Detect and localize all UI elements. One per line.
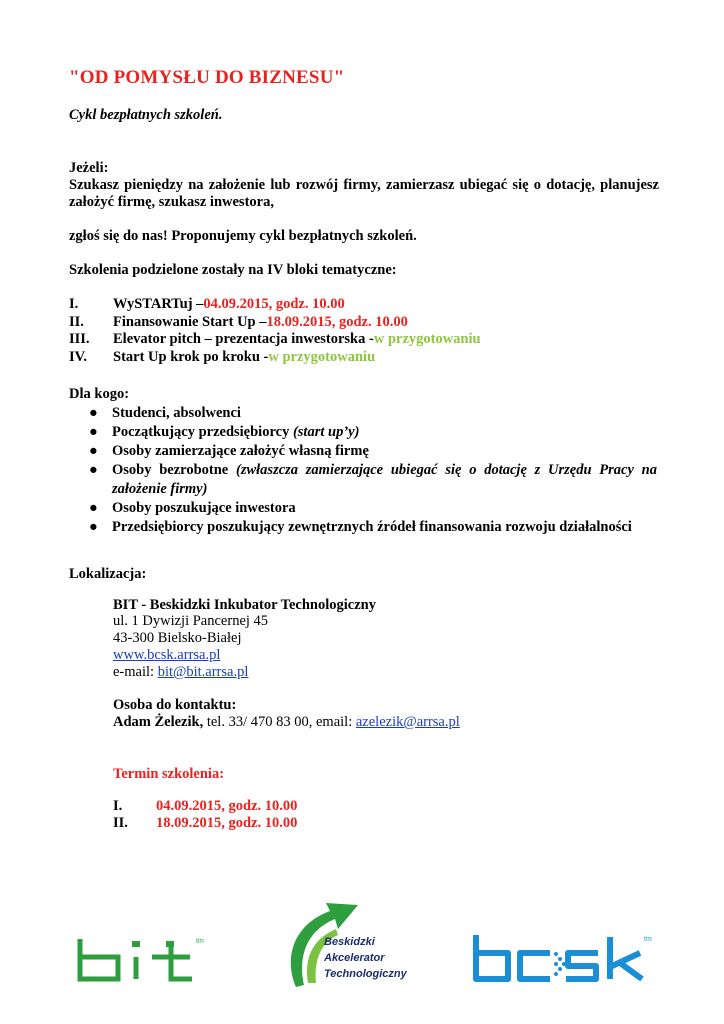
block-number: I. [69, 296, 79, 312]
intro-cta: zgłoś się do nas! Proponujemy cykl bezpłatnych szkoleń. [69, 228, 417, 244]
block-status: w przygotowaniu [268, 348, 376, 365]
bullet-icon: ● [89, 443, 98, 459]
bullet-icon: ● [89, 424, 98, 440]
contact-email-link[interactable]: azelezik@arrsa.pl [355, 714, 460, 730]
blocks-list [69, 296, 481, 366]
bat-logo [282, 899, 432, 991]
contact-phone: tel. 33/ 470 83 00, email: [203, 714, 356, 730]
block-item [69, 331, 481, 349]
block-item [69, 296, 481, 314]
list-item-note: (zwłaszcza zamierzające ubiegać się o dotację z Urzędu Pracy na założenie firmy) [112, 462, 657, 497]
bat-line1: Beskidzki [324, 936, 375, 948]
termin-heading: Termin szkolenia: [113, 766, 225, 782]
page-title: "OD POMYSŁU DO BIZNESU" [69, 67, 345, 88]
block-number: IV. [69, 348, 87, 365]
block-text: Finansowanie Start Up – [113, 313, 267, 330]
bullet-icon: ● [89, 405, 98, 421]
block-number: II. [69, 313, 84, 330]
bit-tm: tm [196, 938, 204, 945]
list-item-text: Początkujący przedsiębiorcy [112, 424, 293, 440]
bcsk-logo [470, 931, 656, 985]
list-item [89, 423, 657, 442]
list-item [89, 499, 657, 518]
audience-list [89, 404, 657, 537]
logo-footer [0, 895, 724, 1005]
list-item [89, 404, 657, 423]
bat-line3: Technologiczny [324, 968, 407, 980]
block-text: WySTARTuj – [113, 296, 204, 312]
list-item-text: Osoby bezrobotne [112, 462, 236, 478]
list-item-text: Osoby zamierzające założyć własną firmę [112, 443, 369, 459]
list-item-note: (start up’y) [292, 424, 360, 440]
dla-kogo-heading: Dla kogo: [69, 386, 130, 402]
email-link[interactable]: bit@bit.arrsa.pl [157, 664, 249, 680]
page-subtitle: Cykl bezpłatnych szkoleń. [69, 107, 223, 123]
bit-logo [72, 933, 212, 985]
contact-name: Adam Żelezik, [113, 714, 204, 730]
bullet-icon: ● [89, 462, 98, 478]
list-item [89, 461, 657, 499]
contact-heading: Osoba do kontaktu: [113, 697, 237, 713]
website-link[interactable]: www.bcsk.arrsa.pl [113, 647, 221, 663]
block-text: Elevator pitch – prezentacja inwestorska - [113, 331, 374, 347]
list-item-text: Osoby poszukujące inwestora [112, 500, 296, 516]
block-status: w przygotowaniu [373, 331, 481, 347]
block-item [69, 314, 481, 332]
location-street: ul. 1 Dywizji Pancernej 45 [113, 613, 269, 629]
bullet-icon: ● [89, 519, 98, 535]
block-item [69, 349, 481, 367]
bat-line2: Akcelerator [324, 952, 385, 964]
block-number: III. [69, 331, 90, 347]
list-item [89, 442, 657, 461]
termin-number: I. [113, 798, 123, 814]
location-name: BIT - Beskidzki Inkubator Technologiczny [113, 597, 376, 613]
bullet-icon: ● [89, 500, 98, 516]
email-label: e-mail: [113, 664, 158, 680]
block-text: Start Up krok po kroku - [113, 348, 269, 365]
list-item-text: Studenci, absolwenci [112, 405, 241, 421]
blocks-heading: Szkolenia podzielone zostały na IV bloki tematyczne: [69, 262, 397, 278]
termin-date: 04.09.2015, godz. 10.00 [156, 798, 298, 814]
block-date: 18.09.2015, godz. 10.00 [266, 313, 408, 330]
termin-number: II. [113, 815, 128, 831]
list-item [89, 518, 657, 537]
block-date: 04.09.2015, godz. 10.00 [203, 296, 345, 312]
termin-date: 18.09.2015, godz. 10.00 [156, 815, 298, 831]
list-item-text: Przedsiębiorcy poszukujący zewnętrznych źródeł finansowania rozwoju działalności [112, 519, 632, 535]
termin-row [113, 798, 297, 815]
lokalizacja-heading: Lokalizacja: [69, 566, 147, 582]
termin-row [113, 815, 297, 832]
location-city: 43-300 Bielsko-Białej [113, 630, 242, 646]
bcsk-tm: tm [644, 936, 652, 943]
intro-line: Szukasz pieniędzy na założenie lub rozwój firmy, zamierzasz ubiegać się o dotację, planujesz założyć firmę, szukasz inwestora, [69, 177, 659, 210]
intro-jezeli: Jeżeli: [69, 160, 109, 176]
